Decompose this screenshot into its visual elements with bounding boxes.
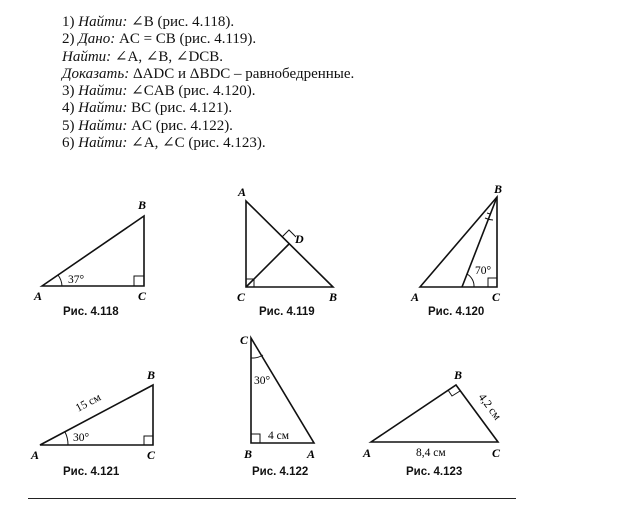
triangle-123 <box>371 385 498 442</box>
right-angle-mark <box>144 436 153 445</box>
caption-4-118: Рис. 4.118 <box>63 306 119 318</box>
point-a-label: A <box>34 289 43 303</box>
caption-4-123: Рис. 4.123 <box>406 466 463 478</box>
angle-label: 37° <box>68 274 85 286</box>
point-c-label: C <box>492 446 501 460</box>
point-b-label: B <box>454 368 463 382</box>
angle-arc <box>65 432 68 445</box>
triangle-118 <box>42 216 144 286</box>
figure-4-123 <box>371 385 498 442</box>
angle-arc <box>467 274 474 287</box>
task-item: Найти: ∠A, ∠B, ∠DCB. <box>62 48 224 65</box>
point-b-label: B <box>147 368 156 382</box>
point-a-label: A <box>411 290 420 304</box>
right-angle-mark <box>488 278 497 287</box>
angle-label: 30° <box>254 375 271 387</box>
right-angle-mark <box>134 276 144 286</box>
point-b-label: B <box>244 447 253 461</box>
task-item: 3) Найти: ∠CAB (рис. 4.120). <box>62 83 256 100</box>
side-label: 15 см <box>73 391 104 415</box>
task-item: 2) Дано: AC = CB (рис. 4.119). <box>62 31 257 48</box>
triangle-122 <box>251 338 314 443</box>
point-c-label: C <box>138 289 147 303</box>
point-a-label: A <box>238 185 247 199</box>
angle-label: 70° <box>475 265 492 277</box>
figure-4-119 <box>246 201 333 287</box>
angle-label: 30° <box>73 432 90 444</box>
point-b-label: B <box>494 182 503 196</box>
task-item: 6) Найти: ∠A, ∠C (рис. 4.123). <box>62 135 266 152</box>
caption-4-121: Рис. 4.121 <box>63 466 120 478</box>
side-label: 4 см <box>268 430 290 442</box>
point-c-label: C <box>147 448 156 462</box>
side-ac-label: 8,4 см <box>416 447 446 459</box>
task-item: 1) Найти: ∠B (рис. 4.118). <box>62 14 235 30</box>
task-item: Доказать: ΔADC и ΔBDC – равнобедренные. <box>62 65 355 82</box>
right-angle-mark <box>448 390 460 396</box>
point-a-label: A <box>307 447 316 461</box>
point-b-label: B <box>329 290 338 304</box>
right-angle-mark <box>251 434 260 443</box>
task-item: 4) Найти: BC (рис. 4.121). <box>62 100 233 117</box>
point-c-label: C <box>240 333 249 347</box>
caption-4-120: Рис. 4.120 <box>428 306 485 318</box>
figure-4-118 <box>42 216 144 286</box>
point-b-label: B <box>138 198 147 212</box>
caption-4-122: Рис. 4.122 <box>252 466 309 478</box>
side-bc-label: 4,2 см <box>475 391 504 423</box>
bottom-divider <box>28 498 516 499</box>
height-cd <box>246 244 289 287</box>
point-d-label: D <box>295 232 304 246</box>
task-item: 5) Найти: AC (рис. 4.122). <box>62 117 233 134</box>
point-c-label: C <box>492 290 501 304</box>
point-a-label: A <box>31 448 40 462</box>
angle-arc <box>251 355 263 358</box>
point-a-label: A <box>363 446 372 460</box>
figure-4-122 <box>251 338 314 443</box>
angle-arc <box>58 275 62 286</box>
point-c-label: C <box>237 290 246 304</box>
right-angle-mark-d <box>282 230 296 237</box>
caption-4-119: Рис. 4.119 <box>259 306 315 318</box>
